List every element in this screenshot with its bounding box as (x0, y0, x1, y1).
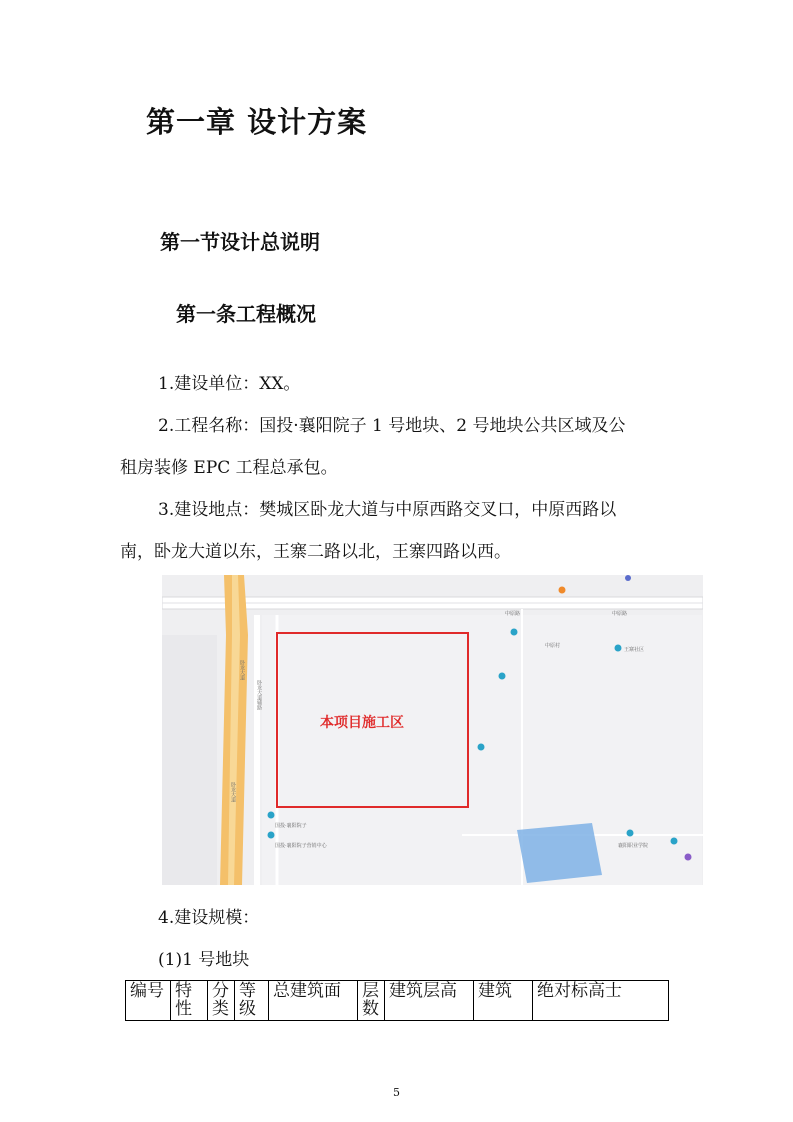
paragraph-scale: 4.建设规模： (158, 908, 260, 928)
paragraph-plot-1: (1)1 号地块 (158, 950, 250, 970)
paragraph-owner: 1.建设单位：XX。 (158, 374, 301, 394)
project-area-label: 本项目施工区 (320, 715, 404, 731)
location-map (162, 575, 703, 885)
table-header-cell: 绝对标高士 (533, 981, 669, 1021)
table-header-cell: 编号 (126, 981, 171, 1021)
map-poi-4: 襄阳职业学院 (618, 843, 649, 849)
page-number: 5 (393, 1086, 400, 1099)
map-poi-5: 中原村 (545, 643, 561, 649)
map-graphic (162, 575, 703, 885)
table-header-cell: 总建筑面 (269, 981, 358, 1021)
article-title: 第一条工程概况 (176, 302, 316, 326)
plot-1-table (125, 980, 669, 1021)
table-header-cell: 层数 (358, 981, 385, 1021)
paragraph-project-name-line2: 租房装修 EPC 工程总承包。 (120, 458, 338, 478)
section-title: 第一节设计总说明 (160, 230, 320, 254)
map-avenue-label-1: 卧龙大道 (239, 660, 245, 680)
map-road-label-2: 中原路 (612, 611, 628, 617)
map-poi-1: 卧龙大道辅路 (256, 680, 262, 710)
paragraph-location-line2: 南，卧龙大道以东，王寨二路以北，王寨四路以西。 (120, 542, 511, 562)
table-header-cell: 建筑层高 (385, 981, 474, 1021)
table-header-row (126, 981, 669, 1021)
table-header-cell: 等级 (235, 981, 269, 1021)
map-avenue-label-2: 卧龙大道 (230, 782, 236, 802)
map-poi-6: 王寨社区 (624, 647, 645, 653)
paragraph-location-line1: 3.建设地点：樊城区卧龙大道与中原西路交叉口，中原西路以 (158, 500, 617, 520)
table-header-cell: 分类 (208, 981, 235, 1021)
map-poi-2: 国投·襄阳院子 (275, 823, 307, 829)
map-poi-3: 国投·襄阳院子营销中心 (275, 843, 327, 849)
table-header-cell: 特性 (171, 981, 208, 1021)
table-header-cell: 建筑 (474, 981, 533, 1021)
map-road-label-1: 中原路 (505, 611, 521, 617)
paragraph-project-name-line1: 2.工程名称：国投·襄阳院子 1 号地块、2 号地块公共区域及公 (158, 416, 626, 436)
chapter-title: 第一章 设计方案 (146, 105, 368, 139)
